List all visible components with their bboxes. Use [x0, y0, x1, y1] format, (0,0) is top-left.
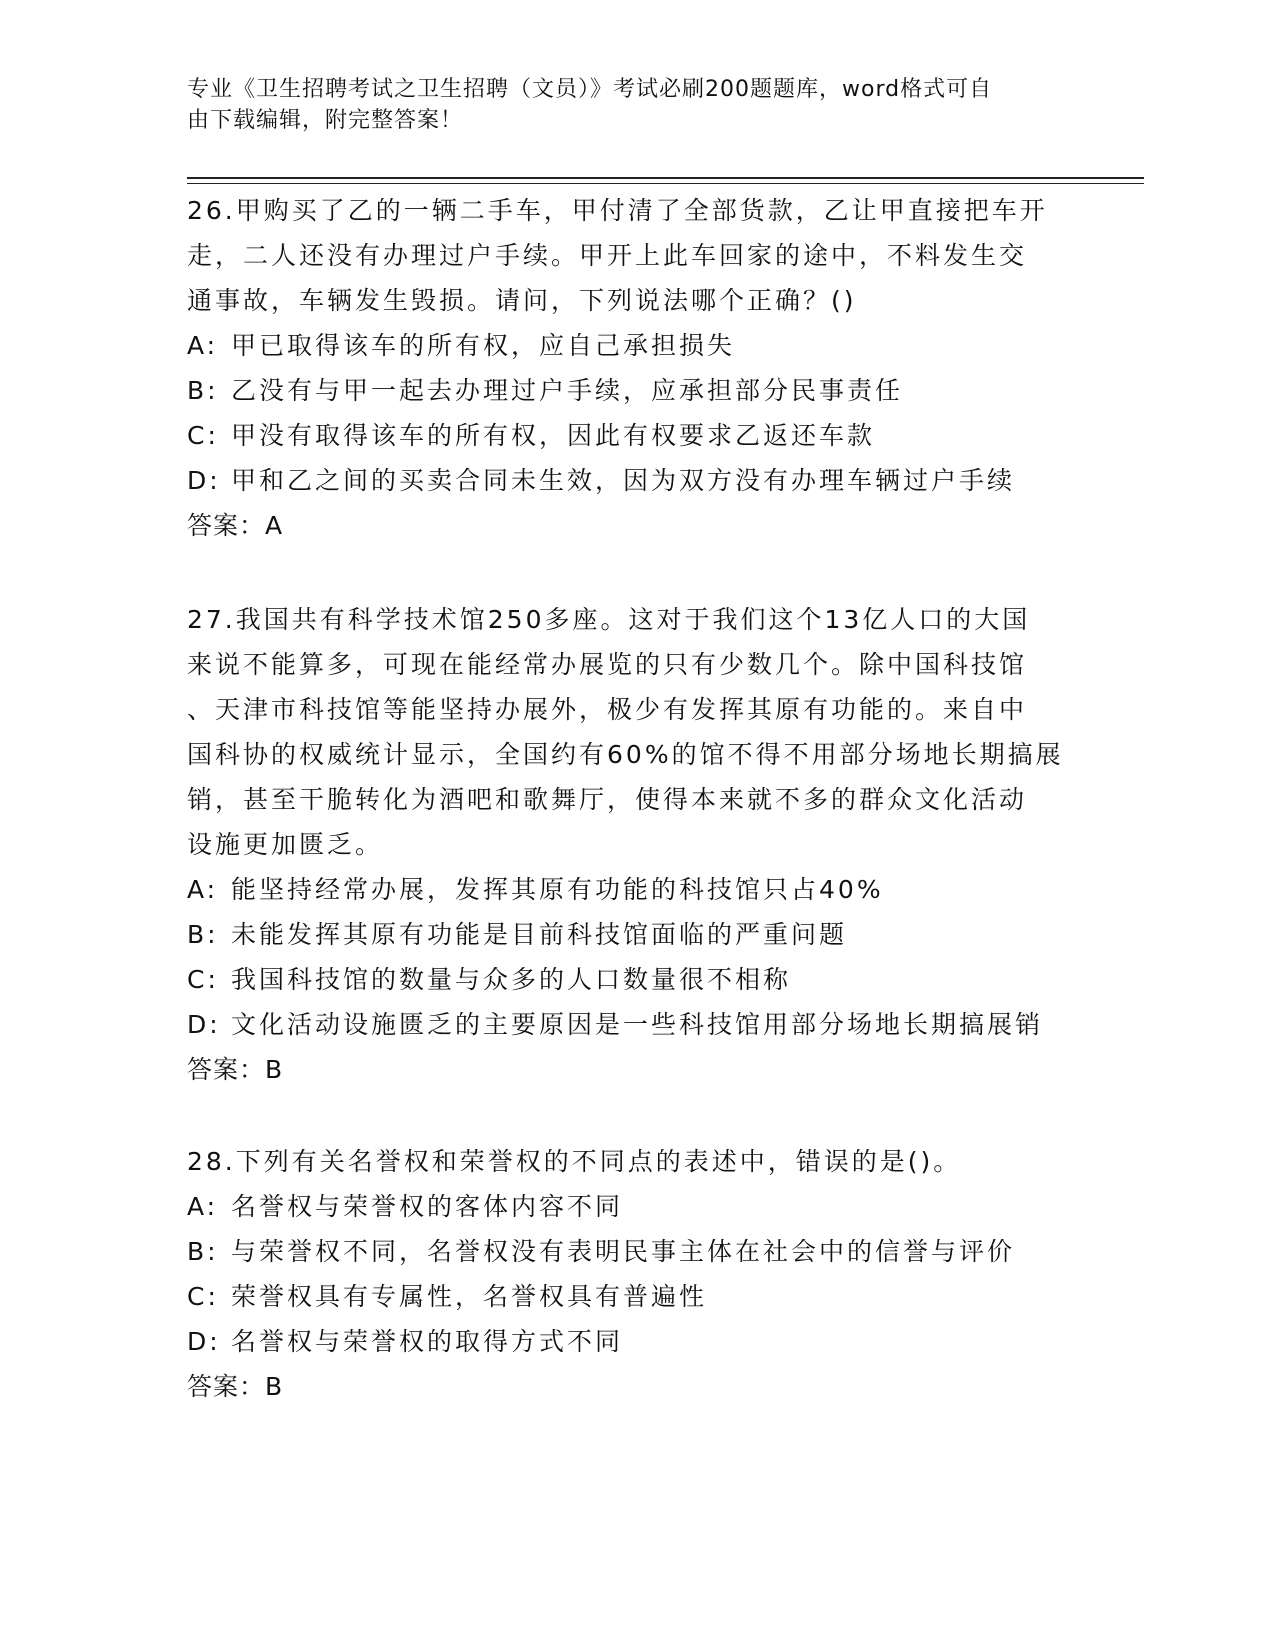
document-header — [187, 74, 1067, 136]
option-label: D: — [187, 1010, 221, 1039]
header-line-1: 专业《卫生招聘考试之卫生招聘（文员）》考试必刷200题题库，word格式可自 — [187, 77, 993, 102]
option-text: 我国科技馆的数量与众多的人口数量很不相称 — [231, 965, 792, 994]
option-b — [187, 368, 1087, 413]
question-stem-line: 设施更加匮乏。 — [187, 830, 384, 859]
option-c — [187, 1274, 1087, 1319]
option-d — [187, 458, 1087, 503]
option-label: B: — [187, 1237, 219, 1266]
option-label: C: — [187, 965, 219, 994]
header-line-2: 由下载编辑，附完整答案！ — [187, 108, 464, 133]
option-b — [187, 912, 1087, 957]
option-text: 文化活动设施匮乏的主要原因是一些科技馆用部分场地长期搞展销 — [231, 1010, 1044, 1039]
answer-text: 答案：A — [187, 511, 284, 540]
header-divider-thick — [187, 177, 1144, 179]
answer-text: 答案：B — [187, 1372, 284, 1401]
question-stem-line: 27.我国共有科学技术馆250多座。这对于我们这个13亿人口的大国 — [187, 605, 1031, 634]
option-label: C: — [187, 421, 219, 450]
option-text: 甲已取得该车的所有权，应自己承担损失 — [231, 331, 736, 360]
option-text: 名誉权与荣誉权的取得方式不同 — [231, 1327, 624, 1356]
option-text: 乙没有与甲一起去办理过户手续，应承担部分民事责任 — [231, 376, 904, 405]
option-b — [187, 1229, 1087, 1274]
option-a — [187, 323, 1087, 368]
option-c — [187, 957, 1087, 1002]
option-label: A: — [187, 331, 219, 360]
question-27 — [187, 597, 1087, 1092]
header-divider-thin — [187, 183, 1144, 184]
option-text: 未能发挥其原有功能是目前科技馆面临的严重问题 — [231, 920, 848, 949]
question-stem-line: 来说不能算多，可现在能经常办展览的只有少数几个。除中国科技馆 — [187, 650, 1028, 679]
option-d — [187, 1319, 1087, 1364]
option-label: D: — [187, 466, 221, 495]
option-text: 名誉权与荣誉权的客体内容不同 — [231, 1192, 624, 1221]
option-a — [187, 1184, 1087, 1229]
option-a — [187, 867, 1087, 912]
option-c — [187, 413, 1087, 458]
option-label: B: — [187, 376, 219, 405]
question-26 — [187, 188, 1087, 548]
option-text: 能坚持经常办展，发挥其原有功能的科技馆只占40% — [231, 875, 884, 904]
option-label: C: — [187, 1282, 219, 1311]
option-text: 甲没有取得该车的所有权，因此有权要求乙返还车款 — [231, 421, 876, 450]
option-label: D: — [187, 1327, 221, 1356]
question-28 — [187, 1139, 1087, 1409]
question-stem-line: 28.下列有关名誉权和荣誉权的不同点的表述中，错误的是()。 — [187, 1147, 962, 1176]
question-stem-line: 销，甚至干脆转化为酒吧和歌舞厅，使得本来就不多的群众文化活动 — [187, 785, 1028, 814]
question-stem-line: 走，二人还没有办理过户手续。甲开上此车回家的途中，不料发生交 — [187, 241, 1028, 270]
option-label: A: — [187, 1192, 219, 1221]
option-label: A: — [187, 875, 219, 904]
answer-text: 答案：B — [187, 1055, 284, 1084]
option-label: B: — [187, 920, 219, 949]
option-text: 荣誉权具有专属性，名誉权具有普遍性 — [231, 1282, 708, 1311]
option-d — [187, 1002, 1087, 1047]
option-text: 甲和乙之间的买卖合同未生效，因为双方没有办理车辆过户手续 — [231, 466, 1016, 495]
option-text: 与荣誉权不同，名誉权没有表明民事主体在社会中的信誉与评价 — [231, 1237, 1016, 1266]
question-stem-line: 国科协的权威统计显示，全国约有60%的馆不得不用部分场地长期搞展 — [187, 740, 1064, 769]
question-stem-line: 、天津市科技馆等能坚持办展外，极少有发挥其原有功能的。来自中 — [187, 695, 1028, 724]
question-stem-line: 通事故，车辆发生毁损。请问，下列说法哪个正确？() — [187, 286, 857, 315]
question-stem-line: 26.甲购买了乙的一辆二手车，甲付清了全部货款，乙让甲直接把车开 — [187, 196, 1048, 225]
